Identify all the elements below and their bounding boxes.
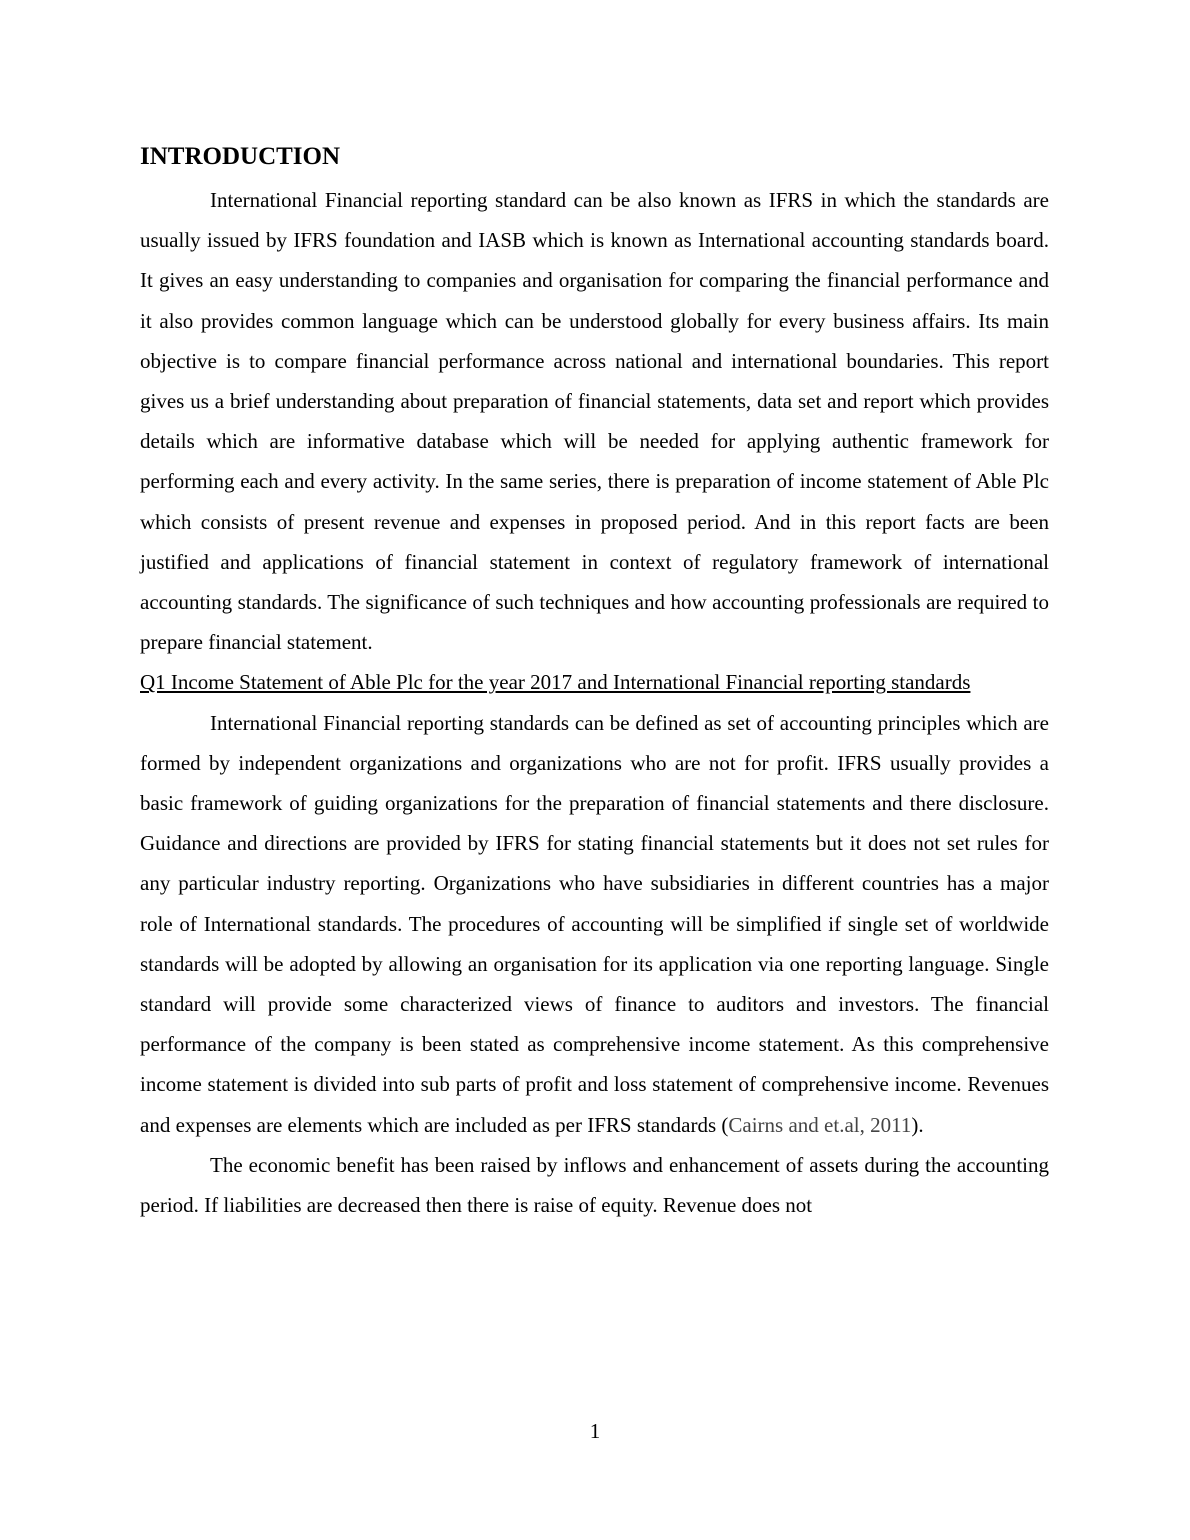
- q1-section-heading: Q1 Income Statement of Able Plc for the year 2017 and International Financial reporting standards: [140, 670, 971, 695]
- introduction-paragraph: International Financial reporting standard can be also known as IFRS in which the standards are usually issued by IFRS foundation and IASB which is known as International accounting standards board. It gives an easy understanding to companies and organisation for comparing the financial performance and it also provides common language which can be understood globally for every business affairs. Its main objective is to compare financial performance across national and international boundaries. This report gives us a brief understanding about preparation of financial statements, data set and report which provides details which are informative database which will be needed for applying authentic framework for performing each and every activity. In the same series, there is preparation of income statement of Able Plc which consists of present revenue and expenses in proposed period. And in this report facts are been justified and applications of financial statement in context of regulatory framework of international accounting standards. The significance of such techniques and how accounting professionals are required to prepare financial statement.: [140, 188, 1049, 655]
- citation: Cairns and et.al, 2011: [728, 1112, 912, 1137]
- introduction-heading: INTRODUCTION: [140, 143, 341, 170]
- page-content: [140, 140, 1049, 1225]
- ifrs-definition-paragraph: [140, 703, 1049, 1145]
- economic-benefit-paragraph: The economic benefit has been raised by inflows and enhancement of assets during the accounting period. If liabilities are decreased then there is raise of equity. Revenue does not: [140, 1152, 1049, 1218]
- ifrs-definition-text: International Financial reporting standards can be defined as set of accounting principles which are formed by independent organizations and organizations who are not for profit. IFRS usually provides a basic framework of guiding organizations for the preparation of financial statements and there disclosure. Guidance and directions are provided by IFRS for stating financial statements but it does not set rules for any particular industry reporting. Organizations who have subsidiaries in different countries has a major role of International standards. The procedures of accounting will be simplified if single set of worldwide standards will be adopted by allowing an organisation for its application via one reporting language. Single standard will provide some characterized views of finance to auditors and investors. The financial performance of the company is been stated as comprehensive income statement. As this comprehensive income statement is divided into sub parts of profit and loss statement of comprehensive income. Revenues and expenses are elements which are included as per IFRS standards (: [140, 710, 1049, 1137]
- ifrs-definition-end: ).: [911, 1112, 924, 1137]
- page-number: 1: [589, 1419, 601, 1443]
